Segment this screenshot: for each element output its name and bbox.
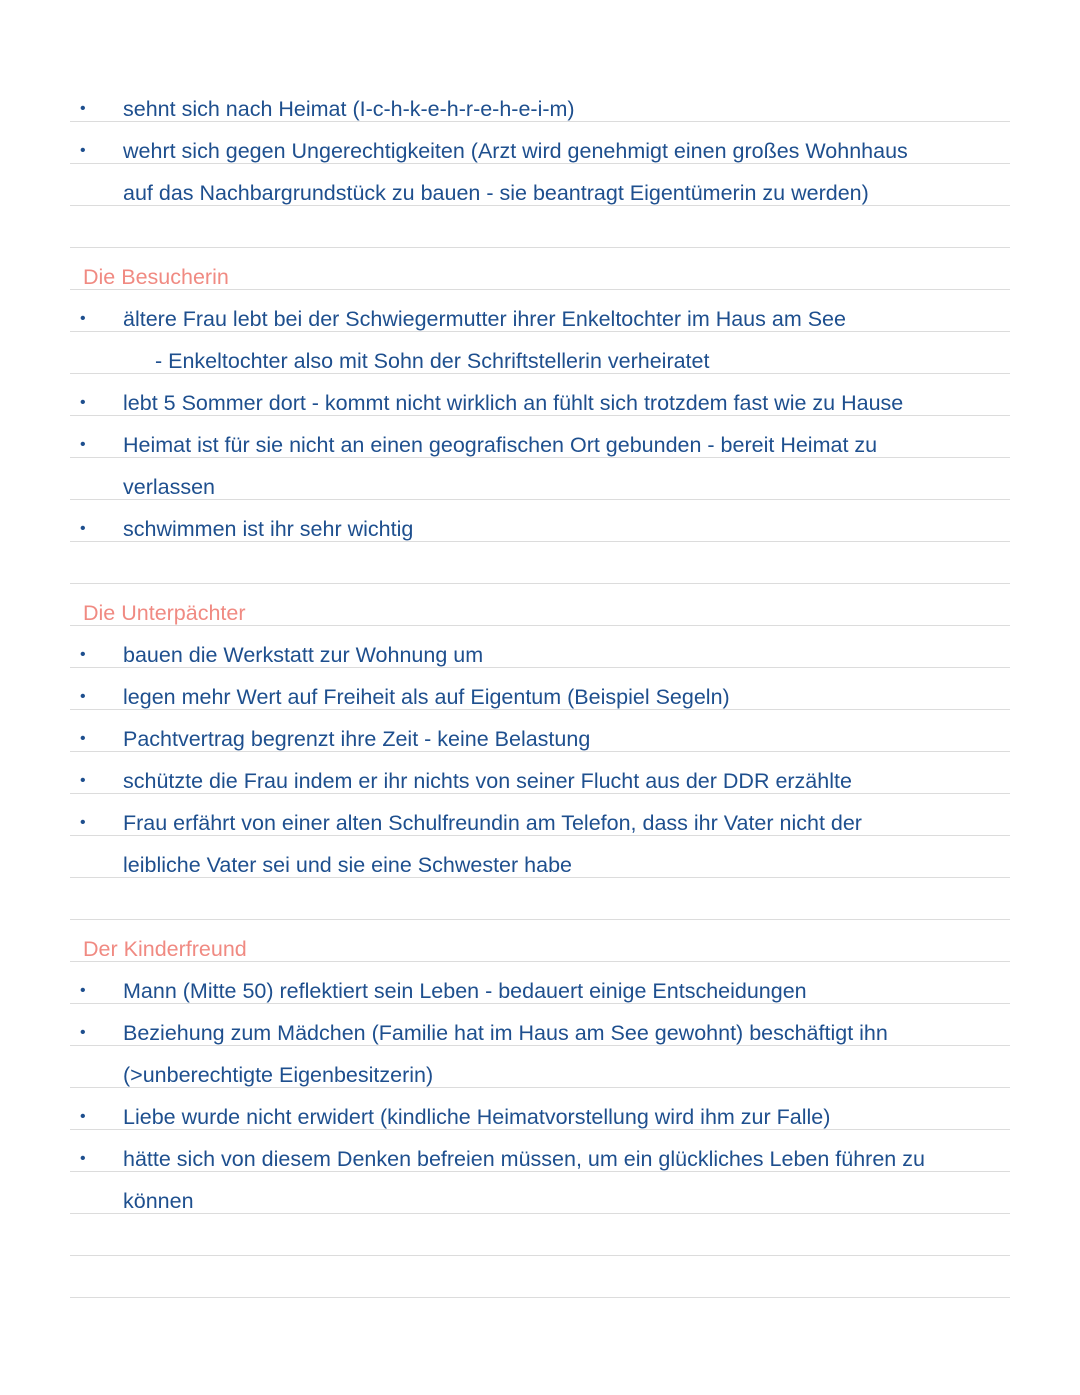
continuation-line [70,172,1010,214]
continuation-line [70,844,1010,886]
bullet-dot-icon: • [80,1108,86,1125]
blank-line [70,1264,1010,1306]
line-text: Die Besucherin [83,265,229,289]
blank-line [70,1222,1010,1264]
bullet-dot-icon: • [80,310,86,327]
line-text: hätte sich von diesem Denken befreien müssen, um ein glückliches Leben führen zu [123,1147,925,1171]
bullet-dot-icon: • [80,100,86,117]
line-text: Beziehung zum Mädchen (Familie hat im Haus am See gewohnt) beschäftigt ihn [123,1021,888,1045]
bullet-item [70,802,1010,844]
bullet-dot-icon: • [80,1150,86,1167]
sub-item [70,340,1010,382]
continuation-line [70,466,1010,508]
bullet-dot-icon: • [80,520,86,537]
bullet-dot-icon: • [80,814,86,831]
line-text: (>unberechtigte Eigenbesitzerin) [123,1063,434,1087]
bullet-item [70,760,1010,802]
bullet-dot-icon: • [80,772,86,789]
line-text: können [123,1189,194,1213]
bullet-item [70,88,1010,130]
line-text: lebt 5 Sommer dort - kommt nicht wirklich an fühlt sich trotzdem fast wie zu Hause [123,391,904,415]
line-text: legen mehr Wert auf Freiheit als auf Eigentum (Beispiel Segeln) [123,685,730,709]
bullet-dot-icon: • [80,142,86,159]
line-text: bauen die Werkstatt zur Wohnung um [123,643,484,667]
line-text: leibliche Vater sei und sie eine Schwester habe [123,853,572,877]
bullet-dot-icon: • [80,730,86,747]
bullet-item [70,424,1010,466]
line-text: schwimmen ist ihr sehr wichtig [123,517,414,541]
bullet-item [70,1012,1010,1054]
bullet-dot-icon: • [80,688,86,705]
line-text: Heimat ist für sie nicht an einen geografischen Ort gebunden - bereit Heimat zu [123,433,878,457]
line-text: schützte die Frau indem er ihr nichts von seiner Flucht aus der DDR erzählte [123,769,852,793]
line-text: verlassen [123,475,216,499]
bullet-dot-icon: • [80,646,86,663]
blank-line [70,550,1010,592]
bullet-dot-icon: • [80,1024,86,1041]
line-text: wehrt sich gegen Ungerechtigkeiten (Arzt wird genehmigt einen großes Wohnhaus [123,139,908,163]
blank-line [70,886,1010,928]
blank-line [70,214,1010,256]
line-text: Der Kinderfreund [83,937,247,961]
bullet-item [70,130,1010,172]
line-text: sehnt sich nach Heimat (I-c-h-k-e-h-r-e-h-e-i-m) [123,97,575,121]
line-text: Mann (Mitte 50) reflektiert sein Leben - bedauert einige Entscheidungen [123,979,807,1003]
bullet-item [70,718,1010,760]
line-text: Liebe wurde nicht erwidert (kindliche Heimatvorstellung wird ihm zur Falle) [123,1105,831,1129]
section-heading [70,928,1010,970]
line-text: auf das Nachbargrundstück zu bauen - sie beantragt Eigentümerin zu werden) [123,181,869,205]
bullet-dot-icon: • [80,394,86,411]
bullet-item [70,508,1010,550]
bullet-item [70,1096,1010,1138]
section-heading [70,256,1010,298]
section-heading [70,592,1010,634]
bullet-item [70,676,1010,718]
continuation-line [70,1054,1010,1096]
bullet-item [70,298,1010,340]
line-text: Pachtvertrag begrenzt ihre Zeit - keine Belastung [123,727,591,751]
bullet-dot-icon: • [80,436,86,453]
line-text: ältere Frau lebt bei der Schwiegermutter ihrer Enkeltochter im Haus am See [123,307,846,331]
bullet-item [70,1138,1010,1180]
bullet-item [70,382,1010,424]
notes-content [70,88,1010,1306]
line-text: Die Unterpächter [83,601,246,625]
line-text: Frau erfährt von einer alten Schulfreundin am Telefon, dass ihr Vater nicht der [123,811,862,835]
line-text: - Enkeltochter also mit Sohn der Schriftstellerin verheiratet [155,349,710,373]
bullet-dot-icon: • [80,982,86,999]
continuation-line [70,1180,1010,1222]
bullet-item [70,970,1010,1012]
bullet-item [70,634,1010,676]
